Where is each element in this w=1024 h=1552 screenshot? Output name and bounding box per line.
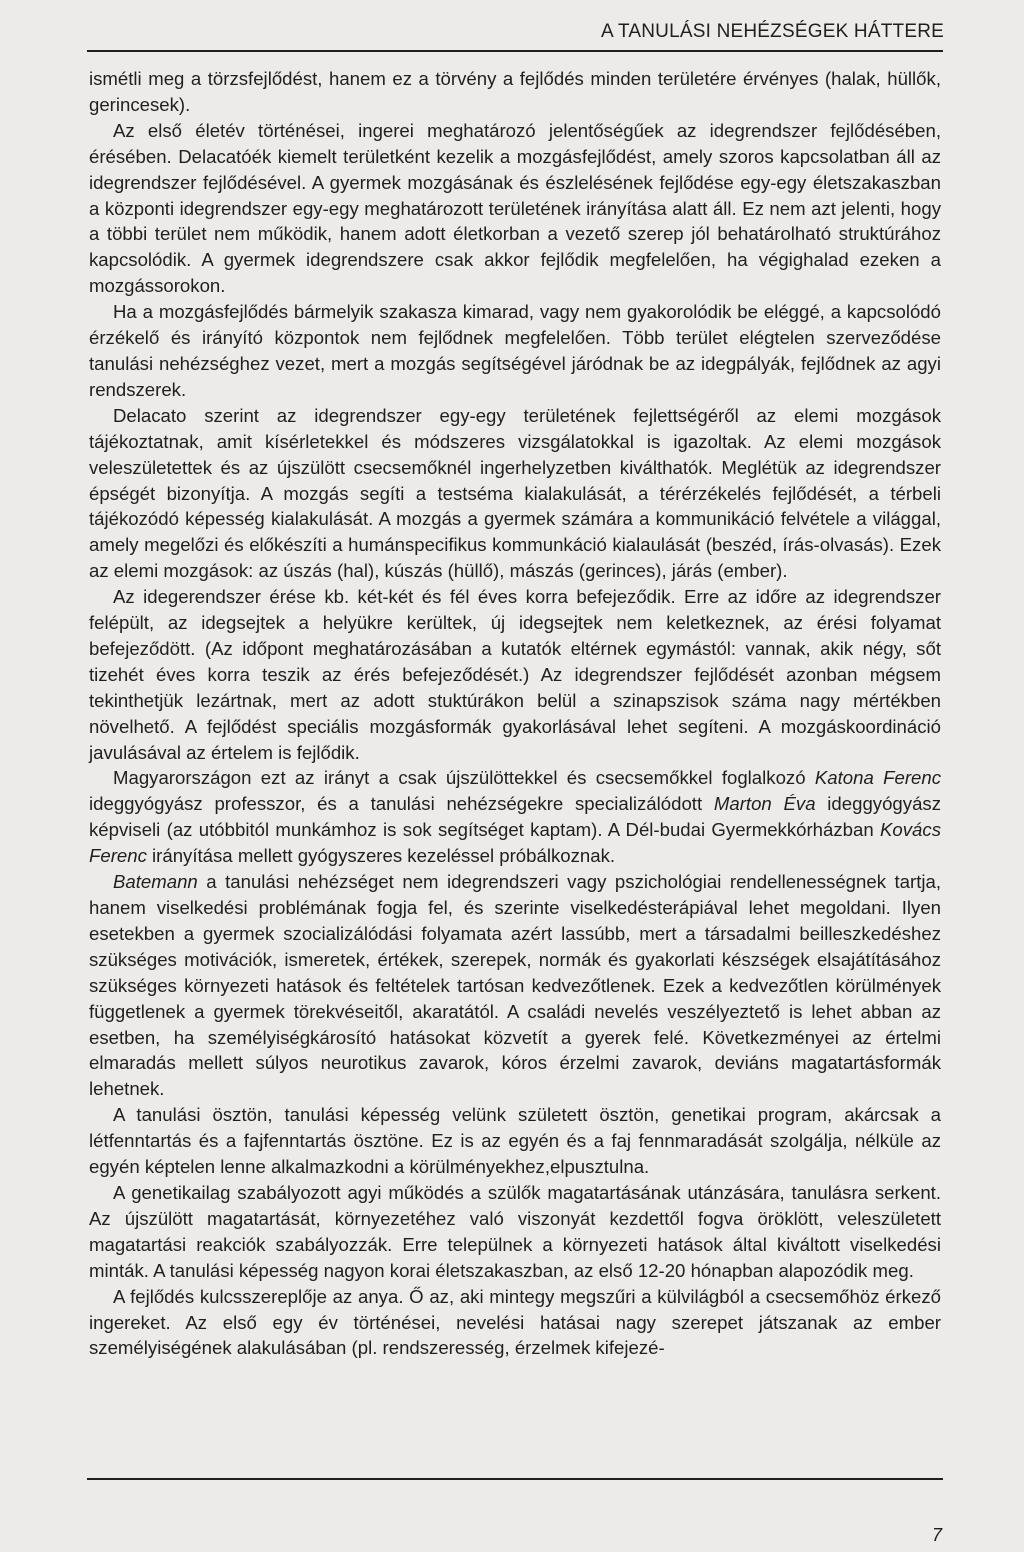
paragraph-4: Delacato szerint az idegrendszer egy-egy területének fejlettségéről az elemi mozgások tájékoztatnak, amit kísérletekkel és módszeres vizsgálatokkal is igazoltak. Az elemi mozgások veleszületettek és az újszülött csecsemőknél ingerhelyzetben kiválthatók. Meglétük az idegrendszer épségét bizonyítja. A mozgás segíti a testséma kialakulását, a térérzékelés fejlődését, a térbeli tájékozódó képesség kialakulását. A mozgás a gyermek számára a kommunikáció felvétele a világgal, amely megelőzi és előkészíti a humánspecifikus kommunkáció kialaulását (beszéd, írás-olvasás). Ezek az elemi mozgások: az úszás (hal), kúszás (hüllő), mászás (gerinces), járás (ember). — [89, 404, 941, 582]
paragraph-6-text-a: Magyarországon ezt az irányt a csak újszülöttekkel és csecsemőkkel foglalkozó — [113, 767, 815, 789]
header-rule — [87, 50, 943, 52]
name-kovacs-ferenc: Kovács Ferenc — [89, 819, 941, 867]
name-marton-eva: Marton Éva — [713, 793, 816, 815]
paragraph-7-text: a tanulási nehézséget nem idegrendszeri vagy pszichológiai rendellenességnek tartja, hanem viselkedési problémának fogja fel, és szerinte viselkedésterápiával lehet megoldani. Ilyen esetekben a gyermek szocializálódási folyamata azért lassúbb, mert a társadalmi beilleszkedéshez szükséges motivációk, ismeretek, értékek, szerepek, normák és gyakorlati készségek elsajátításához szükséges környezeti hatások és feltételek tartósan kedvezőtlenek. Ezek a kedvezőtlen körülmények függetlenek a gyermek törekvéseitől, akaratától. A családi nevelés veszélyeztető is lehet abban az esetben, ha személyiségkárosító hatásokat közvetít a gyerek felé. Következményei az értelmi elmaradás mellett súlyos neurotikus zavarok, kóros érzelmi zavarok, deviáns magatartásformák lehetnek. — [89, 871, 941, 1100]
paragraph-2: Az első életév történései, ingerei meghatározó jelentőségűek az idegrendszer fejlődésében, érésében. Delacatóék kiemelt területként kezelik a mozgásfejlődést, amely szoros kapcsolatban áll az idegrendszer fejlődésével. A gyermek mozgásának és észlelésének fejlődése egy-egy életszakaszban a központi idegrendszer egy-egy meghatározott területének irányítása alatt áll. Ez nem azt jelenti, hogy a többi terület nem működik, hanem adott életkorban a vezető szerep jól behatárolható struktúrához kapcsolódik. A gyermek idegrendszere csak akkor fejlődik megfelelően, ha végighalad ezeken a mozgássorokon. — [89, 119, 941, 297]
paragraph-10: A fejlődés kulcsszereplője az anya. Ő az, aki mintegy megszűri a külvilágból a csecsemőhöz érkező ingereket. Az első egy év történései, nevelési hatásai nagy szerepet játszanak az ember személyiségének alakulásában (pl. rendszeresség, érzelmek kifejezé- — [89, 1285, 941, 1359]
name-batemann: Batemann — [113, 871, 198, 893]
body-text — [89, 66, 941, 1361]
paragraph-8: A tanulási ösztön, tanulási képesség velünk született ösztön, genetikai program, akárcsak a létfenntartás és a fajfenntartás ösztöne. Ez is az egyén és a faj fennmaradását szolgálja, nélküle az egyén képtelen lenne alkalmazkodni a körülményekhez,elpusztulna. — [89, 1104, 941, 1178]
running-header: A TANULÁSI NEHÉZSÉGEK HÁTTERE — [601, 21, 944, 42]
paragraph-6-text-d: irányítása mellett gyógyszeres kezeléssel próbálkoznak. — [146, 845, 616, 867]
paragraph-3: Ha a mozgásfejlődés bármelyik szakasza kimarad, vagy nem gyakorolódik be eléggé, a kapcsolódó érzékelő és irányító központok nem fejlődnek megfelelően. Több terület elégtelen szerveződése tanulási nehézséghez vezet, mert a mozgás segítségével járódnak be az idegpályák, fejlődnek az agyi rendszerek. — [89, 301, 941, 400]
paragraph-6-text-b: ideggyógyász professzor, és a tanulási nehézségekre specializálódott — [89, 793, 714, 815]
name-katona-ferenc: Katona Ferenc — [814, 767, 941, 789]
paragraph-6 — [89, 765, 941, 869]
paragraph-1: ismétli meg a törzsfejlődést, hanem ez a törvény a fejlődés minden területére érvényes (halak, hüllők, gerincesek). — [89, 68, 941, 115]
paragraph-9: A genetikailag szabályozott agyi működés a szülők magatartásának utánzására, tanulásra serkent. Az újszülött magatartását, környezetéhez való viszonyát kezdettől fogva öröklött, veleszületett magatartási reakciók szabályozzák. Erre települnek a környezeti hatások által kiváltott viselkedési minták. A tanulási képesség nagyon korai életszakaszban, az első 12-20 hónapban alapozódik meg. — [89, 1181, 941, 1281]
paragraph-6-text-c: ideggyógyász képviseli (az utóbbitól munkámhoz is sok segítséget kaptam). A Dél-budai Gyermekkórházban — [89, 793, 941, 841]
page-number: 7 — [931, 1525, 942, 1545]
footer-rule — [87, 1478, 943, 1480]
paragraph-5: Az idegerendszer érése kb. két-két és fél éves korra befejeződik. Erre az időre az idegrendszer felépült, az idegsejtek a helyükre kerültek, új idegsejtek nem keletkeznek, az érési folyamat befejeződött. (Az időpont meghatározásában a kutatók eltérnek egymástól: vannak, akik négy, sőt tizehét éves korra teszik az érés befejeződését.) Az idegrendszer fejlődését azonban mégsem tekinthetjük lezártnak, mert az adott stuktúrákon belül a szinapszisok száma nagy mértékben növelhető. A fejlődést speciális mozgásformák gyakorlásával lehet segíteni. A mozgáskoordináció javulásával az értelem is fejlődik. — [89, 586, 941, 763]
paragraph-7 — [89, 869, 941, 1102]
